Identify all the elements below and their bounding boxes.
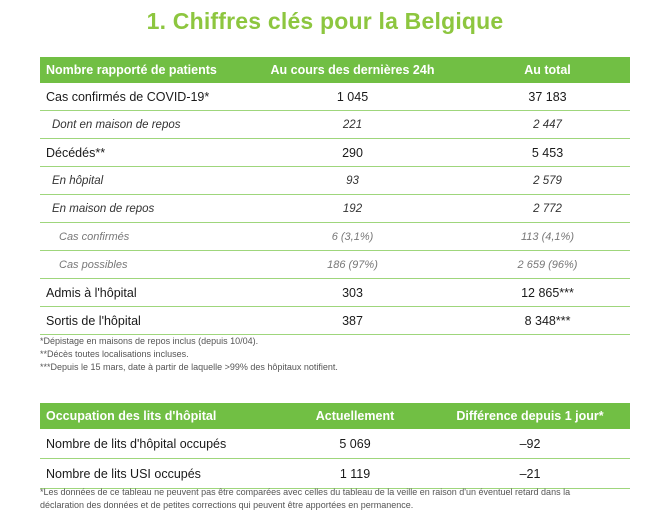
row-total: 2 772 xyxy=(465,195,630,223)
row-label: En maison de repos xyxy=(40,195,240,223)
row-last-24h: 93 xyxy=(240,167,465,195)
table-row xyxy=(40,167,630,195)
row-label: Cas confirmés de COVID-19* xyxy=(40,83,240,111)
table-row xyxy=(40,251,630,279)
table-row xyxy=(40,83,630,111)
patients-table xyxy=(40,57,630,335)
row-last-24h: 303 xyxy=(240,279,465,307)
patients-table-footnotes xyxy=(40,335,630,374)
header-difference: Différence depuis 1 jour* xyxy=(430,403,630,429)
hospital-beds-table-header xyxy=(40,403,630,429)
row-label: En hôpital xyxy=(40,167,240,195)
row-label: Nombre de lits USI occupés xyxy=(40,459,280,489)
table-row xyxy=(40,429,630,459)
row-last-24h: 6 (3,1%) xyxy=(240,223,465,251)
row-total: 5 453 xyxy=(465,139,630,167)
row-total: 37 183 xyxy=(465,83,630,111)
row-last-24h: 290 xyxy=(240,139,465,167)
row-label: Cas possibles xyxy=(40,251,240,279)
row-total: 113 (4,1%) xyxy=(465,223,630,251)
row-total: 2 659 (96%) xyxy=(465,251,630,279)
row-total: 12 865*** xyxy=(465,279,630,307)
row-total: 2 447 xyxy=(465,111,630,139)
footnote: ***Depuis le 15 mars, date à partir de laquelle >99% des hôpitaux notifient. xyxy=(40,362,338,372)
footnote: déclaration des données et de petites corrections qui peuvent être apportées en permanence. xyxy=(40,500,414,510)
row-last-24h: 1 045 xyxy=(240,83,465,111)
hospital-beds-footnotes xyxy=(40,486,630,512)
row-total: 8 348*** xyxy=(465,307,630,335)
row-last-24h: 186 (97%) xyxy=(240,251,465,279)
table-row xyxy=(40,459,630,489)
header-last-24h: Au cours des dernières 24h xyxy=(240,57,465,83)
row-difference: –21 xyxy=(430,459,630,489)
row-label: Nombre de lits d'hôpital occupés xyxy=(40,429,280,459)
row-current: 5 069 xyxy=(280,429,430,459)
row-label: Sortis de l'hôpital xyxy=(40,307,240,335)
row-last-24h: 387 xyxy=(240,307,465,335)
header-total: Au total xyxy=(465,57,630,83)
row-total: 2 579 xyxy=(465,167,630,195)
hospital-beds-table xyxy=(40,403,630,489)
table-row xyxy=(40,195,630,223)
row-label: Dont en maison de repos xyxy=(40,111,240,139)
row-last-24h: 221 xyxy=(240,111,465,139)
row-difference: –92 xyxy=(430,429,630,459)
footnote: *Dépistage en maisons de repos inclus (depuis 10/04). xyxy=(40,336,259,346)
table-row xyxy=(40,223,630,251)
row-label: Admis à l'hôpital xyxy=(40,279,240,307)
patients-table-header xyxy=(40,57,630,83)
row-last-24h: 192 xyxy=(240,195,465,223)
footnote: *Les données de ce tableau ne peuvent pas être comparées avec celles du tableau de la veille en raison d'un éventuel retard dans la xyxy=(40,487,571,497)
table-row xyxy=(40,139,630,167)
header-current: Actuellement xyxy=(280,403,430,429)
header-patients: Nombre rapporté de patients xyxy=(40,57,240,83)
table-row xyxy=(40,111,630,139)
row-current: 1 119 xyxy=(280,459,430,489)
table-row xyxy=(40,307,630,335)
row-label: Cas confirmés xyxy=(40,223,240,251)
footnote: **Décès toutes localisations incluses. xyxy=(40,349,189,359)
table-row xyxy=(40,279,630,307)
header-bed-occupancy: Occupation des lits d'hôpital xyxy=(40,403,280,429)
row-label: Décédés** xyxy=(40,139,240,167)
page-title: 1. Chiffres clés pour la Belgique xyxy=(146,8,504,34)
